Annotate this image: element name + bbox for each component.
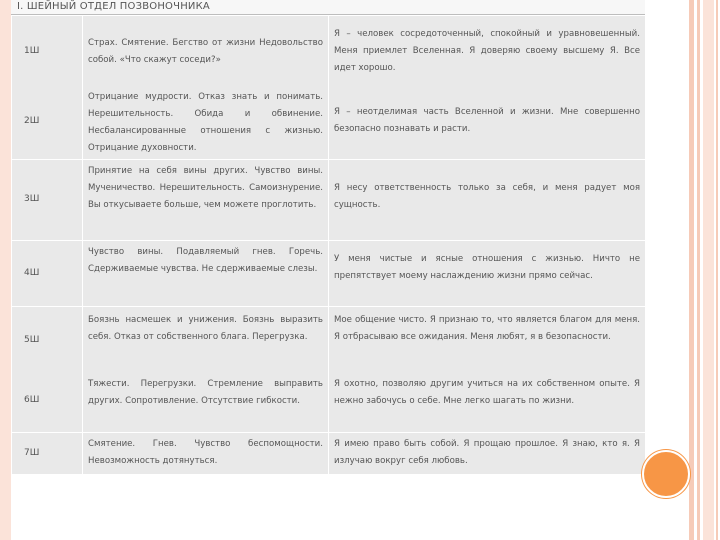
affirmation-cell (329, 16, 646, 160)
table-row (12, 433, 646, 475)
cause-text: Отрицание мудрости. Отказ знать и понимать. Нерешительность. Обида и обвинение. Несбалансированные отношения с жизнью. Отрицание духовности. (88, 92, 323, 153)
vertebra-code-cell (12, 241, 83, 307)
cause-cell (83, 241, 329, 307)
affirmation-text: Я охотно, позволяю другим учиться на их собственном опыте. Я нежно забочусь о себе. Мне легко шагать по жизни. (334, 379, 640, 406)
cause-text: Смятение. Гнев. Чувство беспомощности. Невозможность дотянуться. (88, 439, 323, 466)
cause-cell (83, 433, 329, 475)
cause-text: Боязнь насмешек и унижения. Боязнь выразить себя. Отказ от собственного блага. Перегрузка. (88, 315, 323, 342)
affirmation-text: Я – человек сосредоточенный, спокойный и уравновешенный. Меня приемлет Вселенная. Я доверяю своему высшему Я. Все идет хорошо. (334, 29, 640, 73)
left-decor-band (0, 0, 11, 540)
vertebra-code-cell (12, 160, 83, 241)
right-decor-stripe (703, 0, 714, 540)
cause-text: Страх. Смятение. Бегство от жизни Недовольство собой. «Что скажут соседи?» (88, 38, 323, 65)
table-row (12, 16, 646, 160)
table-row (12, 160, 646, 241)
vertebra-code: 6Ш (24, 395, 40, 405)
cause-cell (83, 160, 329, 241)
vertebra-code: 4Ш (24, 268, 40, 278)
vertebra-code: 2Ш (24, 116, 40, 126)
cause-cell (83, 16, 329, 160)
cause-text: Чувство вины. Подавляемый гнев. Горечь. Сдерживаемые чувства. Не сдерживаемые слезы. (88, 247, 323, 274)
cause-text: Тяжести. Перегрузки. Стремление выправить других. Сопротивление. Отсутствие гибкости. (88, 379, 323, 406)
table-title: I. ШЕЙНЫЙ ОТДЕЛ ПОЗВОНОЧНИКА (17, 1, 210, 12)
vertebra-code: 1Ш (24, 46, 40, 56)
right-decor-stripe (716, 0, 718, 540)
affirmation-text: Я имею право быть собой. Я прощаю прошлое. Я знаю, кто я. Я излучаю вокруг себя любовь. (334, 439, 640, 466)
affirmation-text: Мое общение чисто. Я признаю то, что является благом для меня. Я отбрасываю все ожидания. Меня любят, я в безопасности. (334, 315, 640, 342)
cause-text: Принятие на себя вины других. Чувство вины. Мученичество. Нерешительность. Самоизнурение. Вы откусываете больше, чем можете проглотить. (88, 166, 323, 210)
vertebra-code-cell (12, 307, 83, 433)
cause-cell (83, 307, 329, 433)
vertebra-code-cell (12, 16, 83, 160)
vertebra-code: 5Ш (24, 335, 40, 345)
affirmation-cell (329, 433, 646, 475)
affirmation-text: Я – неотделимая часть Вселенной и жизни. Мне совершенно безопасно познавать и расти. (334, 107, 640, 134)
affirmation-cell (329, 160, 646, 241)
table-row (12, 241, 646, 307)
affirmation-cell (329, 307, 646, 433)
table-row (12, 307, 646, 433)
affirmation-text: Я несу ответственность только за себя, и меня радует моя сущность. (334, 183, 640, 210)
affirmation-cell (329, 241, 646, 307)
vertebrae-table (11, 15, 645, 474)
table-header (11, 0, 645, 15)
orange-circle-decoration (642, 450, 690, 498)
right-decor-stripe (689, 0, 694, 540)
document-table-image (11, 0, 645, 474)
affirmation-text: У меня чистые и ясные отношения с жизнью. Ничто не препятствует моему наслаждению жизни прямо сейчас. (334, 254, 640, 281)
vertebra-code: 7Ш (24, 448, 40, 458)
vertebra-code-cell (12, 433, 83, 475)
vertebra-code: 3Ш (24, 194, 40, 204)
right-decor-stripe (697, 0, 700, 540)
